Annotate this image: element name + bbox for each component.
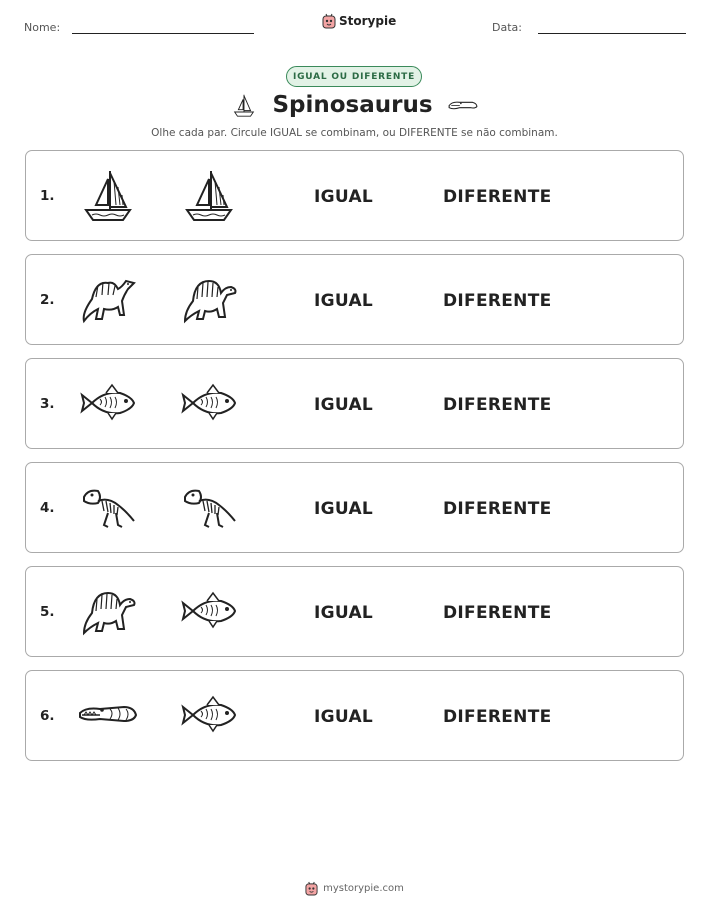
item-row [25,670,684,761]
sailboat-icon [179,165,239,225]
date-field-line[interactable] [538,33,686,34]
item-left-picture [78,685,138,745]
spinosaurus-icon [78,269,138,329]
item-number: 6. [40,708,55,724]
fish-icon [179,685,239,745]
item-row [25,566,684,657]
different-option[interactable]: DIFERENTE [443,187,552,207]
fish-icon [179,581,239,641]
item-number: 1. [40,188,55,204]
title-row [0,91,709,119]
sailboat-icon [230,91,258,119]
same-option[interactable]: IGUAL [314,291,374,311]
instructions: Olhe cada par. Circule IGUAL se combinam, ou DIFERENTE se não combinam. [151,127,558,139]
item-left-picture [78,477,138,537]
item-number: 4. [40,500,55,516]
footer-site-link[interactable]: mystorypie.com [323,883,404,894]
dinosaur-skeleton-icon [179,477,239,537]
item-right-picture [179,269,239,329]
different-option[interactable]: DIFERENTE [443,395,552,415]
item-right-picture [179,165,239,225]
page-title: Spinosaurus [272,92,433,118]
item-left-picture [78,373,138,433]
storypie-mascot-icon [305,881,318,896]
worksheet-type-badge: IGUAL OU DIFERENTE [286,66,422,87]
sailboat-icon [78,165,138,225]
name-field-line[interactable] [72,33,254,34]
same-option[interactable]: IGUAL [314,707,374,727]
item-right-picture [179,685,239,745]
crocodile-icon [447,98,479,112]
fish-icon [179,373,239,433]
fish-icon [78,373,138,433]
item-left-picture [78,165,138,225]
item-left-picture [78,269,138,329]
item-right-picture [179,373,239,433]
storypie-mascot-icon [322,13,336,29]
item-right-picture [179,581,239,641]
item-number: 2. [40,292,55,308]
spinosaurus-icon [179,269,239,329]
item-row [25,254,684,345]
item-row [25,150,684,241]
same-option[interactable]: IGUAL [314,187,374,207]
different-option[interactable]: DIFERENTE [443,603,552,623]
dinosaur-skeleton-icon [78,477,138,537]
crocodile-icon [78,685,138,745]
brand-logo [322,13,396,29]
item-row [25,358,684,449]
item-left-picture [78,581,138,641]
footer [0,881,709,896]
item-right-picture [179,477,239,537]
different-option[interactable]: DIFERENTE [443,499,552,519]
item-row [25,462,684,553]
item-number: 3. [40,396,55,412]
same-option[interactable]: IGUAL [314,395,374,415]
different-option[interactable]: DIFERENTE [443,707,552,727]
same-option[interactable]: IGUAL [314,603,374,623]
item-number: 5. [40,604,55,620]
spinosaurus-icon [78,581,138,641]
name-label: Nome: [24,21,61,34]
brand-name: Storypie [339,14,397,28]
same-option[interactable]: IGUAL [314,499,374,519]
date-label: Data: [492,21,522,34]
different-option[interactable]: DIFERENTE [443,291,552,311]
